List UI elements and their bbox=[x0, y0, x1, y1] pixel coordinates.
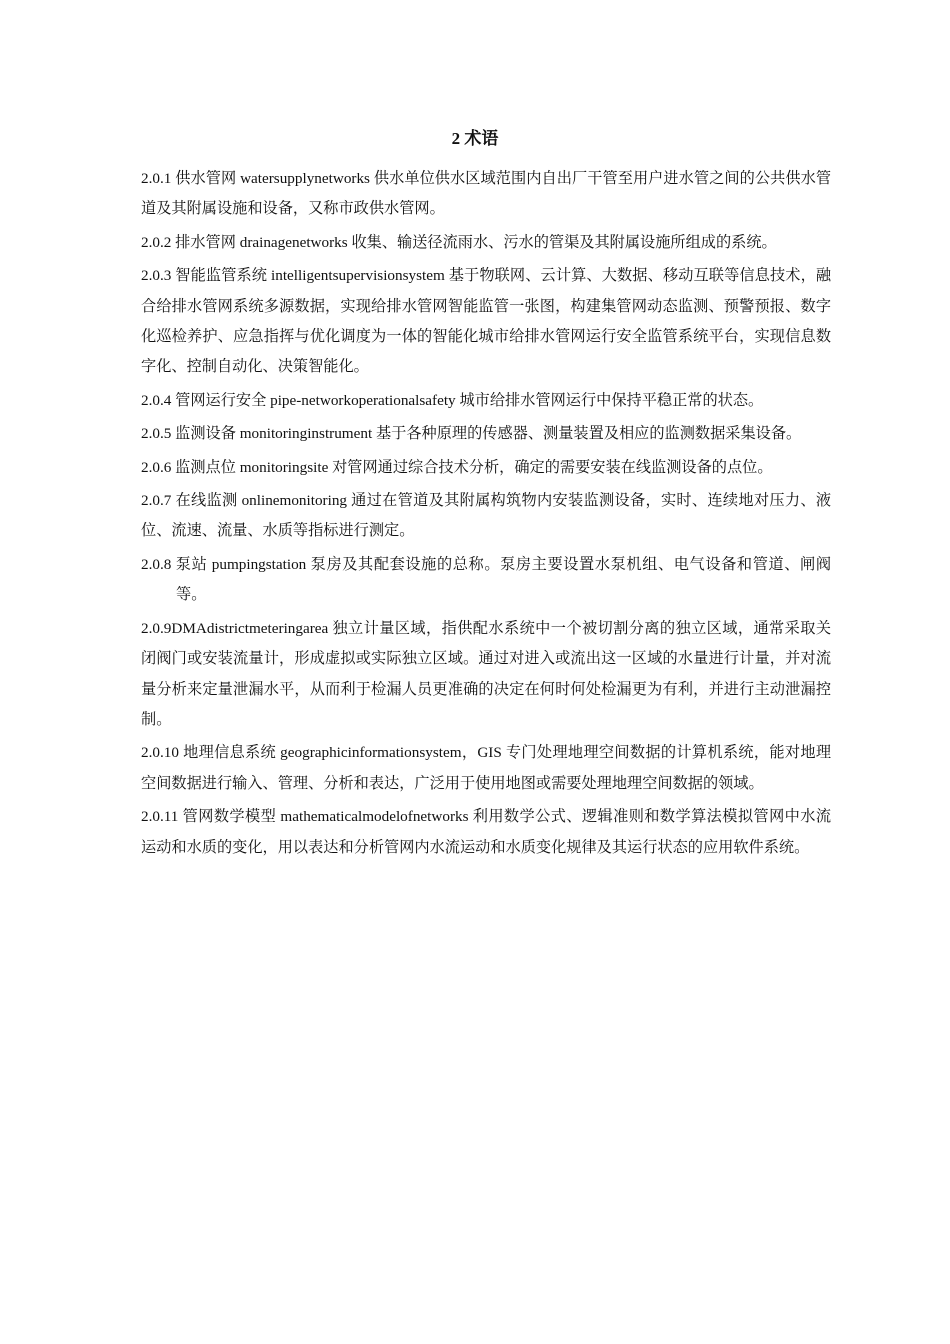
term-entry bbox=[141, 453, 831, 483]
term-name: 供水管网 bbox=[175, 170, 237, 187]
term-definition: 城市给排水管网运行中保持平稳正常的状态。 bbox=[459, 391, 764, 409]
term-english: drainagenetworks bbox=[239, 233, 348, 251]
term-number: 2.0.1 bbox=[141, 170, 172, 187]
term-name: 智能监管系统 bbox=[175, 267, 268, 285]
term-definition: 基于各种原理的传感器、测量装置及相应的监测数据采集设备。 bbox=[375, 425, 802, 443]
term-name: 监测设备 bbox=[175, 425, 236, 443]
term-english: monitoringinstrument bbox=[239, 425, 373, 443]
term-definition: 通过在管道及其附属构筑物内安装监测设备，实时、连续地对压力、液位、流速、流量、水质等指标进行测定。 bbox=[141, 492, 832, 540]
term-english: mathematicalmodelofnetworks bbox=[280, 808, 469, 826]
term-name: 管网数学模型 bbox=[182, 808, 277, 826]
term-definition: 基于物联网、云计算、大数据、移动互联等信息技术，融合给排水管网系统多源数据，实现给排水管网智能监管一张图，构建集管网动态监测、预警预报、数字化巡检养护、应急指挥与优化调度为一体的智能化城市给排水管网运行安全监管系统平台，实现信息数字化、控制自动化、决策智能化。 bbox=[141, 267, 832, 376]
term-english: onlinemonitoring bbox=[241, 492, 348, 510]
terms-list bbox=[141, 164, 831, 866]
term-english: pumpingstation bbox=[211, 555, 307, 573]
term-entry bbox=[141, 802, 831, 863]
term-definition: 泵房及其配套设施的总称。泵房主要设置水泵机组、电气设备和管道、闸阀等。 bbox=[176, 555, 832, 604]
term-number: 2.0.3 bbox=[141, 267, 172, 285]
term-english: intelligentsupervisionsystem bbox=[271, 267, 445, 285]
term-name: 管网运行安全 bbox=[175, 391, 267, 409]
term-number: 2.0.9 bbox=[141, 619, 172, 637]
term-entry bbox=[141, 486, 831, 547]
term-name: 地理信息系统 bbox=[183, 744, 277, 762]
term-definition: 对管网通过综合技术分析，确定的需要安装在线监测设备的点位。 bbox=[332, 458, 773, 476]
term-number: 2.0.7 bbox=[141, 492, 172, 510]
term-entry bbox=[141, 261, 831, 383]
term-definition: 独立计量区域，指供配水系统中一个被切割分离的独立区域，通常采取关闭阀门或安装流量计，形成虚拟或实际独立区域。通过对进入或流出这一区域的水量进行计量，并对流量分析来定量泄漏水平，从而利于检漏人员更准确的决定在何时何处检漏更为有利，并进行主动泄漏控制。 bbox=[141, 619, 832, 728]
term-entry bbox=[141, 228, 831, 258]
term-name: 监测点位 bbox=[175, 458, 236, 476]
term-english: geographicinformationsystem，GIS bbox=[280, 744, 502, 762]
term-entry bbox=[141, 738, 831, 799]
term-number: 2.0.6 bbox=[141, 458, 172, 476]
term-entry bbox=[141, 419, 831, 449]
term-entry bbox=[141, 614, 831, 736]
term-entry bbox=[141, 164, 831, 225]
term-definition: 利用数学公式、逻辑准则和数学算法模拟管网中水流运动和水质的变化，用以表达和分析管网内水流运动和水质变化规律及其运行状态的应用软件系统。 bbox=[141, 808, 832, 856]
term-entry bbox=[141, 550, 831, 611]
term-definition: 专门处理地理空间数据的计算机系统，能对地理空间数据进行输入、管理、分析和表达，广泛用于使用地图或需要处理地理空间数据的领域。 bbox=[141, 744, 832, 792]
term-definition: 收集、输送径流雨水、污水的管渠及其附属设施所组成的系统。 bbox=[351, 233, 777, 251]
term-name: 排水管网 bbox=[175, 233, 236, 251]
term-english: DMAdistrictmeteringarea bbox=[171, 619, 329, 637]
term-number: 2.0.4 bbox=[141, 391, 172, 409]
term-number: 2.0.10 bbox=[141, 744, 179, 762]
term-number: 2.0.11 bbox=[141, 808, 179, 826]
term-definition: 供水单位供水区域范围内自出厂干管至用户进水管之间的公共供水管道及其附属设施和设备，又称市政供水管网。 bbox=[141, 170, 832, 218]
term-name: 泵站 bbox=[175, 555, 208, 573]
term-english: monitoringsite bbox=[239, 458, 329, 476]
term-english: watersupplynetworks bbox=[240, 170, 370, 187]
term-english: pipe-networkoperationalsafety bbox=[270, 391, 456, 409]
section-heading: 2 术语 bbox=[451, 129, 499, 148]
term-entry bbox=[141, 386, 831, 416]
term-number: 2.0.5 bbox=[141, 425, 172, 443]
term-number: 2.0.2 bbox=[141, 233, 172, 251]
term-name: 在线监测 bbox=[175, 492, 238, 510]
term-number: 2.0.8 bbox=[141, 555, 172, 573]
